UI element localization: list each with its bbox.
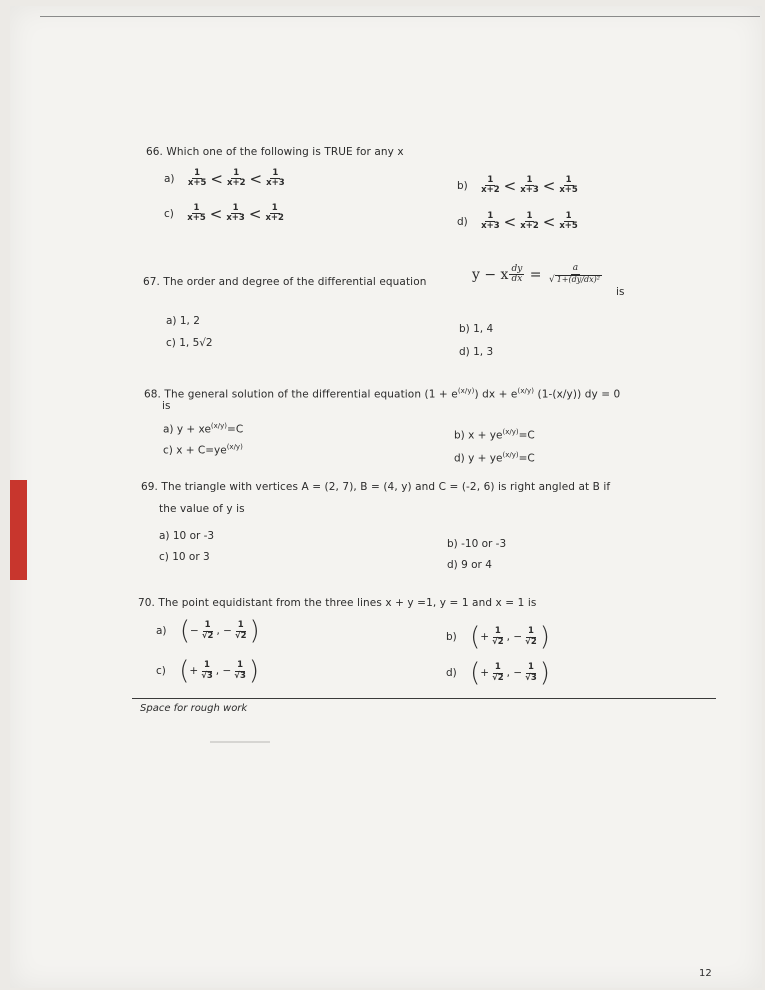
exam-page bbox=[10, 6, 762, 988]
q69-stem-line1: 69. The triangle with vertices A = (2, 7), B = (4, y) and C = (-2, 6) is right angled at B if bbox=[141, 481, 611, 493]
red-binding-tab bbox=[10, 480, 27, 580]
q70-option-c[interactable]: c) (+ $\frac{1}{√3}$ , − $\frac{1}{√3}$ ) bbox=[156, 656, 260, 686]
q70-option-a[interactable]: a) (− $\frac{1}{√2}$ , − $\frac{1}{√2}$ ) bbox=[156, 616, 260, 646]
scan-smudge bbox=[210, 741, 270, 743]
q69-option-b[interactable]: b) -10 or -3 bbox=[447, 538, 507, 550]
q67-stem: 67. The order and degree of the differential equation bbox=[143, 276, 427, 288]
q70-stem: 70. The point equidistant from the three lines x + y =1, y = 1 and x = 1 is bbox=[138, 597, 537, 609]
q69-option-d[interactable]: d) 9 or 4 bbox=[447, 559, 492, 571]
rough-work-label: Space for rough work bbox=[140, 703, 248, 714]
q66-stem: 66. Which one of the following is TRUE for any x bbox=[146, 146, 404, 158]
q66-option-a[interactable]: a) $\frac{1}{x+5}$ < $\frac{1}{x+2}$ < $\frac{1}{x+3}$ bbox=[164, 168, 285, 189]
q67-option-c[interactable]: c) 1, 5√2 bbox=[166, 337, 213, 349]
q67-option-d[interactable]: d) 1, 3 bbox=[459, 346, 494, 358]
q69-stem-line2: the value of y is bbox=[159, 503, 245, 515]
q66-option-c[interactable]: c) $\frac{1}{x+5}$ < $\frac{1}{x+3}$ < $\frac{1}{x+2}$ bbox=[164, 203, 284, 224]
q67-option-b[interactable]: b) 1, 4 bbox=[459, 323, 494, 335]
q69-option-a[interactable]: a) 10 or -3 bbox=[159, 530, 215, 542]
q68-option-c[interactable]: c) $x + C=ye^{(x/y)}$ bbox=[163, 443, 243, 457]
q68-option-a[interactable]: a) $y + xe^{(x/y)}=C$ bbox=[163, 422, 244, 436]
q70-option-d[interactable]: d) (+ $\frac{1}{√2}$ , − $\frac{1}{√3}$ ) bbox=[446, 658, 550, 688]
q67-differential-equation: y − x $\frac{dy}{dx}$ = $\frac{a}{\text{√ 1+(dy/dx)²}}$ bbox=[472, 263, 600, 285]
page-number: 12 bbox=[699, 968, 712, 979]
q68-option-d[interactable]: d) $y + ye^{(x/y)}=C$ bbox=[454, 451, 535, 465]
scan-edge-line bbox=[40, 16, 760, 17]
q67-stem-end: is bbox=[616, 286, 625, 298]
q66-option-b[interactable]: b) $\frac{1}{x+2}$ < $\frac{1}{x+3}$ < $\frac{1}{x+5}$ bbox=[457, 175, 578, 196]
q68-stem: 68. The general solution of the differential equation $(1 + e^{(x/y)})$ dx + $e^{(x/y)}$ (1-(x/y)) dy = 0 bbox=[144, 387, 621, 401]
q66-option-d[interactable]: d) $\frac{1}{x+3}$ < $\frac{1}{x+2}$ < $\frac{1}{x+5}$ bbox=[457, 211, 578, 232]
q68-option-b[interactable]: b) $x + ye^{(x/y)}=C$ bbox=[454, 428, 535, 442]
q68-stem-line2: is bbox=[162, 400, 171, 412]
q67-option-a[interactable]: a) 1, 2 bbox=[166, 315, 200, 327]
rough-work-divider bbox=[132, 698, 716, 699]
q69-option-c[interactable]: c) 10 or 3 bbox=[159, 551, 210, 563]
q70-option-b[interactable]: b) (+ $\frac{1}{√2}$ , − $\frac{1}{√2}$ ) bbox=[446, 622, 550, 652]
